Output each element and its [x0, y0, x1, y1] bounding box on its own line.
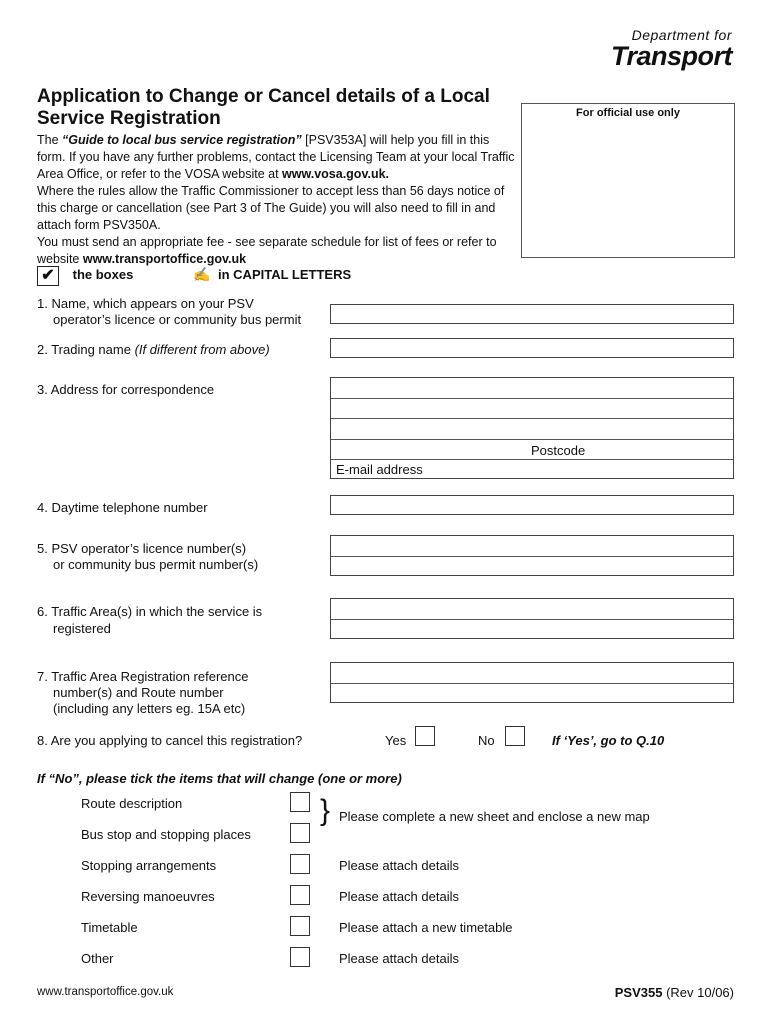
logo-line2: Transport	[610, 41, 732, 71]
address-block	[330, 377, 734, 479]
q8-label: 8. Are you applying to cancel this registration?	[37, 733, 303, 748]
capital-letters-label: in CAPITAL LETTERS	[218, 267, 352, 283]
official-use-box	[521, 103, 735, 258]
item-note-timetable: Please attach a new timetable	[339, 920, 513, 935]
yes-checkbox[interactable]	[415, 726, 435, 746]
timetable-checkbox[interactable]	[290, 916, 310, 936]
q7-label: 7. Traffic Area Registration reference	[37, 669, 249, 684]
q2-italic: (If different from above)	[134, 342, 270, 357]
item-label-route: Route description	[81, 796, 183, 811]
form-code: PSV355	[614, 985, 663, 1000]
address-line-2[interactable]	[331, 398, 733, 418]
changes-heading: If “No”, please tick the items that will change (one or more)	[37, 771, 402, 786]
no-label: No	[478, 733, 495, 748]
route-description-checkbox[interactable]	[290, 792, 310, 812]
intro-paragraph-1	[37, 132, 517, 183]
item-label-other: Other	[81, 951, 114, 966]
official-use-label: For official use only	[576, 107, 680, 119]
transportoffice-link[interactable]: www.transportoffice.gov.uk	[82, 252, 247, 266]
intro-paragraph-3	[37, 234, 517, 268]
tick-icon: ✔	[37, 266, 59, 286]
intro-text	[37, 132, 517, 268]
reversing-manoeuvres-checkbox[interactable]	[290, 885, 310, 905]
address-line-3[interactable]	[331, 418, 733, 439]
email-label: E-mail address	[336, 462, 423, 477]
q4-label: 4. Daytime telephone number	[37, 500, 208, 515]
intro-paragraph-2: Where the rules allow the Traffic Commissioner to accept less than 56 days notice of this charge or cancellation (see Part 3 of The Guide) you will also need to fill in and attach form PSV350A.	[37, 184, 505, 232]
yes-label: Yes	[385, 733, 407, 748]
stopping-arrangements-checkbox[interactable]	[290, 854, 310, 874]
q7-label-c: (including any letters eg. 15A etc)	[53, 701, 246, 716]
q5-label-b: or community bus permit number(s)	[53, 557, 259, 572]
brace-icon: }	[320, 794, 331, 827]
page-title: Application to Change or Cancel details of a Local Service Registration	[37, 86, 490, 129]
item-label-timetable: Timetable	[81, 920, 138, 935]
pen-icon: ✍	[192, 266, 211, 283]
licence-number-field-2[interactable]	[331, 556, 733, 576]
item-label-bus-stop: Bus stop and stopping places	[81, 827, 251, 842]
item-note-stopping: Please attach details	[339, 858, 459, 873]
goto-q10-note: If ‘Yes’, go to Q.10	[552, 733, 665, 748]
boxes-label: the boxes	[72, 267, 134, 283]
q5-label: 5. PSV operator’s licence number(s)	[37, 541, 247, 556]
licence-number-field-1[interactable]	[331, 536, 733, 556]
telephone-field[interactable]	[330, 495, 734, 515]
registration-ref-field-1[interactable]	[331, 663, 733, 683]
address-divider-4	[331, 459, 733, 460]
q1-label: 1. Name, which appears on your PSV	[37, 296, 254, 311]
item-note-other: Please attach details	[339, 951, 459, 966]
intro-p3-pre: You must send an appropriate fee - see separate schedule for list of fees or refer to website	[37, 235, 497, 266]
q3-label: 3. Address for correspondence	[37, 382, 215, 397]
footer-form-code	[615, 985, 734, 1000]
bus-stop-checkbox[interactable]	[290, 823, 310, 843]
q6-label-b: registered	[53, 621, 111, 636]
traffic-area-block	[330, 598, 734, 639]
footer-website[interactable]: www.transportoffice.gov.uk	[37, 986, 174, 998]
postcode-label: Postcode	[531, 443, 586, 458]
traffic-area-field-1[interactable]	[331, 599, 733, 619]
form-revision: (Rev 10/06)	[662, 985, 734, 1000]
trading-name-field[interactable]	[330, 338, 734, 358]
item-note-reversing: Please attach details	[339, 889, 459, 904]
item-label-stopping: Stopping arrangements	[81, 858, 217, 873]
licence-number-block	[330, 535, 734, 576]
traffic-area-field-2[interactable]	[331, 619, 733, 639]
no-checkbox[interactable]	[505, 726, 525, 746]
intro-p1-post: [PSV353A] will help you fill in this form. If you have any further problems, contact the Licensing Team at your local Traffic Area Office, or refer to the VOSA website at	[37, 133, 515, 181]
instructions-row	[37, 266, 351, 286]
item-label-reversing: Reversing manoeuvres	[81, 889, 215, 904]
q2-label	[37, 341, 270, 358]
q1-label-b: operator’s licence or community bus permit	[53, 312, 302, 327]
other-checkbox[interactable]	[290, 947, 310, 967]
q7-label-b: number(s) and Route number	[53, 685, 224, 700]
registration-ref-field-2[interactable]	[331, 683, 733, 703]
q2-text: 2. Trading name	[37, 342, 135, 357]
vosa-link[interactable]: www.vosa.gov.uk.	[282, 167, 390, 181]
name-field[interactable]	[330, 304, 734, 324]
guide-title: “Guide to local bus service registration”	[62, 133, 302, 147]
registration-ref-block	[330, 662, 734, 703]
intro-p1-pre: The	[37, 133, 63, 147]
address-line-1[interactable]	[331, 378, 733, 398]
address-divider-3	[331, 439, 733, 440]
logo-line1: Department for	[631, 27, 732, 43]
q6-label: 6. Traffic Area(s) in which the service is	[37, 604, 263, 619]
item-note-route: Please complete a new sheet and enclose a new map	[339, 809, 650, 824]
